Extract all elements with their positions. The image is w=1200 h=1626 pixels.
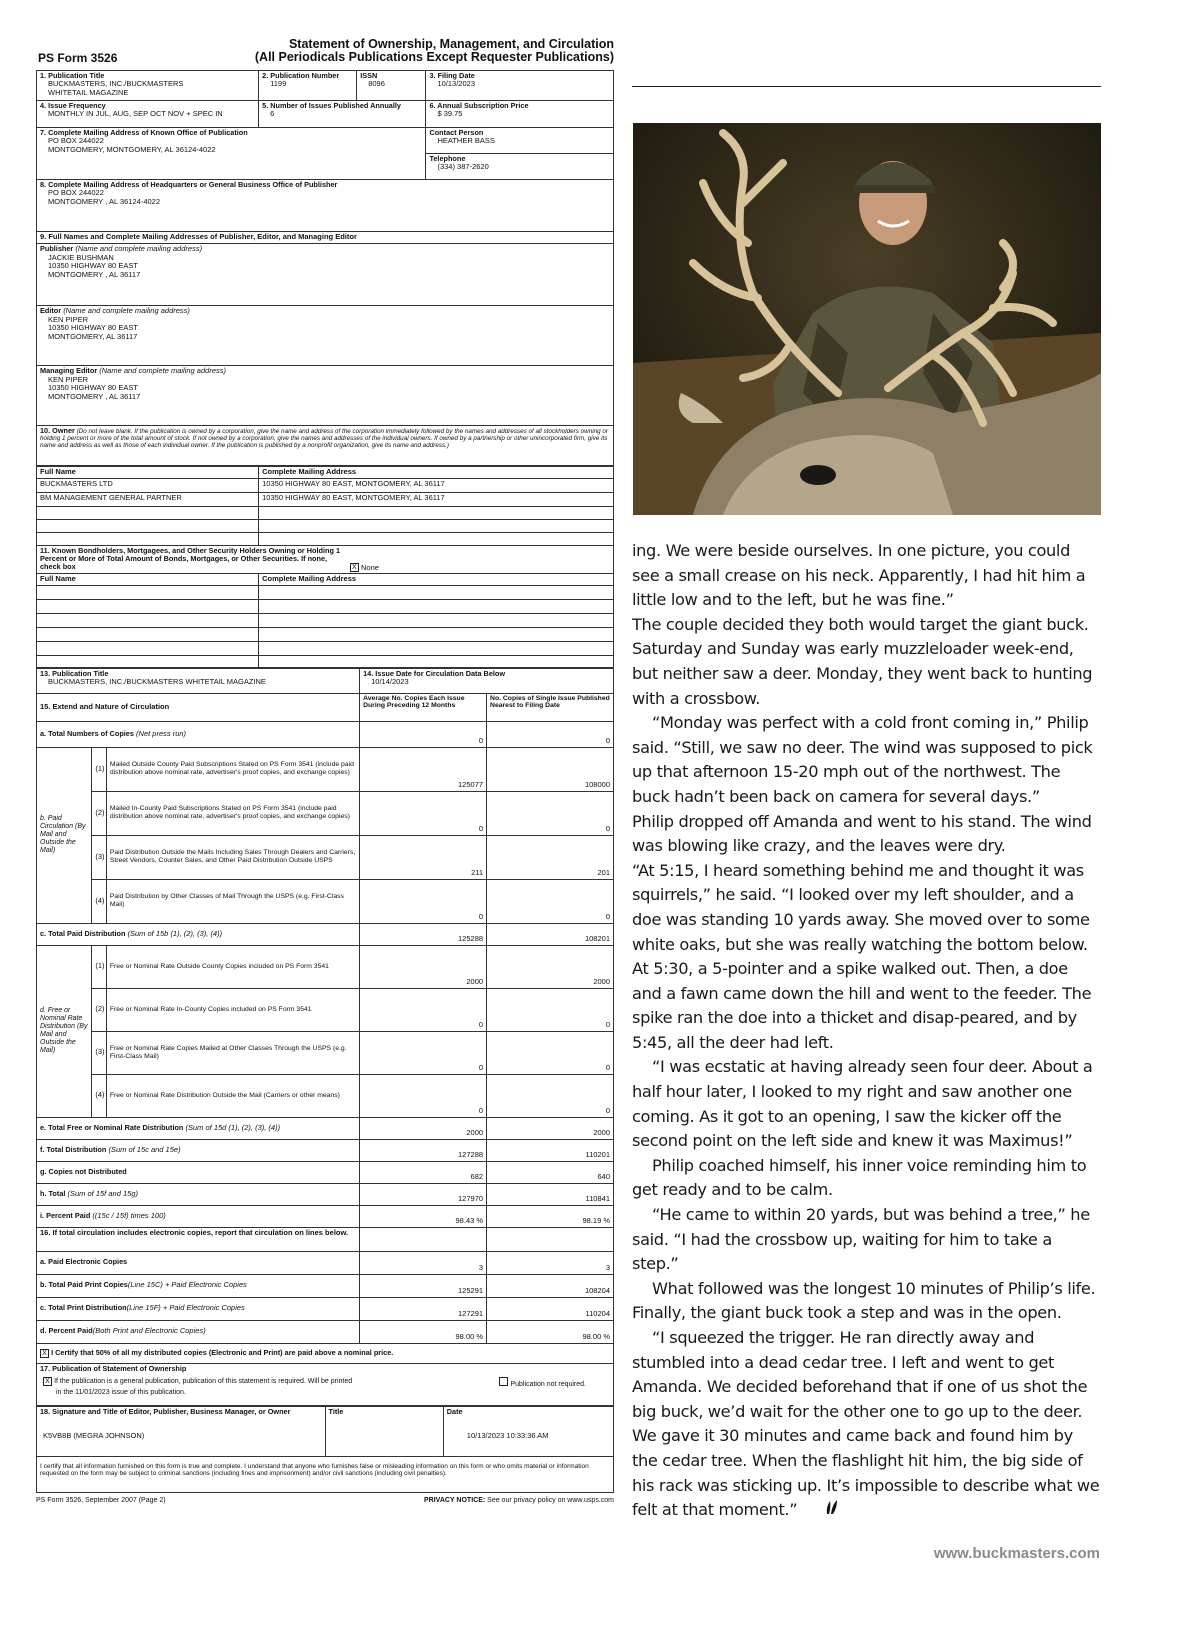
field-value: MONTGOMERY , AL 36124-4022 (48, 197, 160, 207)
field-value: WHITETAIL MAGAZINE (48, 88, 129, 98)
field-value: MONTGOMERY, MONTGOMERY, AL 36124-4022 (48, 145, 216, 155)
field-contact-person (426, 128, 614, 154)
article-body (632, 539, 1102, 1523)
row-b4-single: 0 (487, 879, 614, 923)
certify-50-text: I Certify that 50% of all my distributed copies (Electronic and Print) are paid above a nominal price. (51, 1347, 394, 1357)
row-d3-text: Free or Nominal Rate Copies Mailed at Other Classes Through the USPS (e.g. First-Class Mail) (106, 1031, 359, 1074)
field-filing-date (426, 71, 614, 101)
photo-illustration (633, 123, 1101, 515)
row-16c (37, 1297, 360, 1320)
group-b-label: b. Paid Circulation (By Mail and Outside the Mail) (37, 747, 92, 923)
field-issue-frequency (37, 101, 259, 128)
top-rule (632, 86, 1101, 87)
row-g-avg: 682 (360, 1161, 487, 1183)
row-note: (Net press run) (136, 728, 187, 738)
row-b4-avg: 0 (360, 879, 487, 923)
row-d2-avg: 0 (360, 988, 487, 1031)
row-label: f. Total Distribution (40, 1144, 107, 1154)
publish-text-2: in the 11/01/2023 issue of this publication. (56, 1389, 186, 1397)
privacy-text: See our privacy policy on www.usps.com (487, 1496, 614, 1504)
row-i-avg: 98.43 % (360, 1205, 487, 1227)
field-note: (Name and complete mailing address) (75, 244, 203, 253)
row-d4-text: Free or Nominal Rate Distribution Outside the Mail (Carriers or other means) (106, 1074, 359, 1117)
row-b1-text: Mailed Outside County Paid Subscriptions Stated on PS Form 3541 (include paid distribution above nominal rate, advertiser's proof copies, and exchange copies) (106, 747, 359, 791)
field-issue-date-14 (360, 668, 614, 693)
row-d4-avg: 0 (360, 1074, 487, 1117)
article-paragraph: Philip dropped off Amanda and went to his stand. The wind was blowing like crazy, and the leaves were dry. (632, 811, 1092, 856)
row-num: (3) (92, 1031, 106, 1074)
article-paragraph: “He came to within 20 yards, but was behind a tree,” he said. “I had the crossbow up, waiting for him to take a step.” (632, 1205, 1090, 1274)
field-managing-editor (37, 366, 614, 426)
field-label: Publisher (40, 244, 74, 253)
field-label: 1. Publication Title (40, 71, 105, 80)
row-label: a. Paid Electronic Copies (40, 1257, 128, 1267)
field-issn (357, 71, 426, 101)
form-header (36, 36, 614, 70)
row-h-single: 110841 (487, 1183, 614, 1205)
field-value: 10/13/2023 (437, 79, 475, 89)
field-extent-label: 15. Extend and Nature of Circulation (37, 693, 360, 721)
certify-checkbox[interactable]: X (40, 1349, 49, 1358)
row-d1-avg: 2000 (360, 945, 487, 988)
field-value: BUCKMASTERS, INC./BUCKMASTERS WHITETAIL MAGAZINE (48, 677, 266, 687)
field-value: MONTGOMERY , AL 36117 (48, 269, 141, 279)
owner-address: 10350 HIGHWAY 80 EAST, MONTGOMERY, AL 36117 (259, 478, 614, 492)
form-title-line-2: (All Periodicals Publications Except Requester Publications) (254, 50, 614, 65)
field-value: MONTGOMERY , AL 36117 (48, 391, 141, 401)
row-a-single: 0 (487, 721, 614, 747)
row-label: d. Percent Paid (40, 1326, 93, 1336)
row-note: (Sum of 15b (1), (2), (3), (4)) (127, 928, 223, 938)
field-label: 10. Owner (40, 426, 75, 435)
row-16a (37, 1251, 360, 1274)
field-label: 7. Complete Mailing Address of Known Office of Publication (40, 128, 248, 137)
row-g-single: 640 (487, 1161, 614, 1183)
field-label: 6. Annual Subscription Price (429, 101, 529, 110)
row-label: e. Total Free or Nominal Rate Distribution (40, 1122, 184, 1132)
ps-form-3526 (36, 36, 614, 1596)
field-value: 10350 HIGHWAY 80 EAST (48, 383, 138, 393)
row-num: (4) (92, 879, 106, 923)
owner-name: BM MANAGEMENT GENERAL PARTNER (37, 492, 259, 506)
field-title (325, 1406, 443, 1456)
row-note: (Sum of 15f and 15g) (67, 1188, 138, 1198)
field-label: 18. Signature and Title of Editor, Publisher, Business Manager, or Owner (40, 1406, 291, 1416)
field-label: 5. Number of Issues Published Annually (262, 101, 401, 110)
row-f (37, 1139, 360, 1161)
field-label: 13. Publication Title (40, 668, 109, 678)
field-value: KEN PIPER (48, 314, 89, 324)
row-b3-single: 201 (487, 835, 614, 879)
row-num: (2) (92, 791, 106, 835)
row-e-single: 2000 (487, 1117, 614, 1139)
field-value: 10350 HIGHWAY 80 EAST (48, 261, 138, 271)
group-d-label: d. Free or Nominal Rate Distribution (By Mail and Outside the Mail) (37, 945, 92, 1117)
field-label: Telephone (429, 154, 466, 163)
row-d1-text: Free or Nominal Rate Outside County Copies included on PS Form 3541 (106, 945, 359, 988)
row-label: h. Total (40, 1188, 66, 1198)
field-names-addresses-label: 9. Full Names and Complete Mailing Addresses of Publisher, Editor, and Managing Editor (37, 232, 614, 244)
row-d2-single: 0 (487, 988, 614, 1031)
field-value: PO BOX 244022 (48, 188, 104, 198)
row-b2-single: 0 (487, 791, 614, 835)
owner-name: BUCKMASTERS LTD (37, 478, 259, 492)
col-full-name: Full Name (37, 467, 259, 479)
field-value: 1199 (270, 79, 287, 89)
field-value: 10/14/2023 (371, 677, 409, 687)
field-electronic-label: 16. If total circulation includes electronic copies, report that circulation on lines below. (37, 1227, 360, 1251)
row-label: b. Total Paid Print Copies (40, 1280, 128, 1290)
article-paragraph: What followed was the longest 10 minutes of Philip’s life. Finally, the giant buck took a step and was in the open. (632, 1278, 1096, 1323)
row-16b-avg: 125291 (360, 1274, 487, 1297)
row-i-single: 98.19 % (487, 1205, 614, 1227)
field-editor (37, 306, 614, 366)
col-address: Complete Mailing Address (259, 574, 614, 586)
field-subscription-price (426, 101, 614, 128)
field-value: 10350 HIGHWAY 80 EAST (48, 323, 138, 333)
row-b1-avg: 125077 (360, 747, 487, 791)
field-signature (37, 1406, 326, 1456)
field-date (443, 1406, 613, 1456)
field-label: Date (446, 1406, 463, 1416)
field-note: (Do not leave blank. If the publication is owned by a corporation, give the name and address of the corporation immediately followed by the names and addresses of all stockholders owning or holding 1 percent or more of the total amount of stock. If not owned by a corporation, give the names and addresses of the individual owners. If owned by a partnership or other unincorporated firm, give its name and address as well as those of each individual owner. If the publication is published by a nonprofit organization, give its name and address.) (40, 428, 608, 449)
signature-table (36, 1406, 614, 1493)
sign-date: 10/13/2023 10:33:36 AM (466, 1431, 549, 1441)
row-16d-single: 98.00 % (487, 1320, 614, 1343)
row-16a-single: 3 (487, 1251, 614, 1274)
row-e (37, 1117, 360, 1139)
field-publication-number (259, 71, 357, 101)
col-full-name: Full Name (37, 574, 259, 586)
not-required-checkbox[interactable] (499, 1377, 508, 1386)
row-16c-single: 110204 (487, 1297, 614, 1320)
row-d2-text: Free or Nominal Rate In-County Copies included on PS Form 3541 (106, 988, 359, 1031)
field-label: Editor (40, 306, 62, 315)
row-note: (Sum of 15c and 15e) (108, 1144, 181, 1154)
row-16a-avg: 3 (360, 1251, 487, 1274)
website-url[interactable]: www.buckmasters.com (933, 1545, 1100, 1562)
field-label: ISSN (360, 71, 378, 80)
field-value: BUCKMASTERS, INC./BUCKMASTERS (48, 79, 184, 89)
col-single: No. Copies of Single Issue Published Nearest to Filing Date (487, 693, 614, 721)
field-value: KEN PIPER (48, 374, 89, 384)
row-a-avg: 0 (360, 721, 487, 747)
row-num: (4) (92, 1074, 106, 1117)
form-footer-left: PS Form 3526, September 2007 (Page 2) (36, 1496, 166, 1504)
row-label: c. Total Paid Distribution (40, 928, 126, 938)
row-label: a. Total Numbers of Copies (40, 728, 134, 738)
article-paragraph: “I squeezed the trigger. He ran directly away and stumbled into a dead cedar tree. I left and went to get Amanda. We decided beforehand that if one of us shot the big buck, we’d wait for the other one to go up to the deer. We gave it 30 minutes and came back and found him by the cedar tree. When the flashlight hit him, the big side of his rack was sticking up. It’s impossible to describe what we felt at that moment.” (632, 1326, 1102, 1523)
row-f-avg: 127288 (360, 1139, 487, 1161)
row-num: (1) (92, 945, 106, 988)
row-c-avg: 125288 (360, 923, 487, 945)
field-publication-title (37, 71, 259, 101)
field-label: 11. Known Bondholders, Mortgagees, and Other Security Holders Owning or Holding 1 Percent or More of Total Amount of Bonds, Mortgages, or Other Securities. If none, check box (40, 545, 341, 572)
field-label: 8. Complete Mailing Address of Headquarters or General Business Office of Publisher (40, 180, 338, 189)
row-i (37, 1205, 360, 1227)
hunter-with-buck-photo (633, 123, 1101, 515)
not-required-label: Publication not required. (510, 1381, 586, 1389)
field-label: Title (328, 1406, 344, 1416)
row-h-avg: 127970 (360, 1183, 487, 1205)
row-note: (Sum of 15d (1), (2), (3), (4)) (185, 1122, 281, 1132)
row-note: (Line 15F) + Paid Electronic Copies (126, 1303, 245, 1313)
article-paragraph: Philip coached himself, his inner voice reminding him to get ready and to be calm. (632, 1155, 1087, 1200)
row-b3-text: Paid Distribution Outside the Mails Including Sales Through Dealers and Carriers, Street Vendors, Counter Sales, and Other Paid Distribution Outside USPS (106, 835, 359, 879)
field-value: 6 (270, 109, 275, 119)
form-title (255, 38, 614, 64)
row-16d (37, 1320, 360, 1343)
field-value: $ 39.75 (437, 109, 463, 119)
privacy-label: PRIVACY NOTICE: (424, 1496, 486, 1504)
row-16c-avg: 127291 (360, 1297, 487, 1320)
row-c (37, 923, 360, 945)
publish-checkbox[interactable]: X (43, 1377, 52, 1386)
article-paragraph: The couple decided they both would target the giant buck. Saturday and Sunday was early muzzleloader week-end, but neither saw a deer. Monday, they went back to hunting with a crossbow. (632, 614, 1093, 708)
row-f-single: 110201 (487, 1139, 614, 1161)
row-b2-text: Mailed In-County Paid Subscriptions Stated on PS Form 3541 (include paid distribution above nominal rate, advertiser's proof copies, and exchange copies) (106, 791, 359, 835)
field-issues-annually (259, 101, 426, 128)
row-d3-avg: 0 (360, 1031, 487, 1074)
row-g (37, 1161, 360, 1183)
field-statement-publication (37, 1363, 614, 1405)
row-note: (Both Print and Electronic Copies) (92, 1326, 206, 1336)
owners-table (36, 466, 614, 668)
col-address: Complete Mailing Address (259, 467, 614, 479)
field-label: Contact Person (429, 128, 484, 137)
row-b1-single: 108000 (487, 747, 614, 791)
row-b3-avg: 211 (360, 835, 487, 879)
field-label: 4. Issue Frequency (40, 101, 106, 110)
row-note: (Line 15C) + Paid Electronic Copies (127, 1280, 247, 1290)
field-label: 3. Filing Date (429, 71, 475, 80)
row-b2-avg: 0 (360, 791, 487, 835)
row-b4-text: Paid Distribution by Other Classes of Mail Through the USPS (e.g. First-Class Mail) (106, 879, 359, 923)
signer-name: K5VB8B (MEGRA JOHNSON) (43, 1431, 145, 1441)
row-16d-avg: 98.00 % (360, 1320, 487, 1343)
form-id: PS Form 3526 (38, 51, 118, 65)
row-h (37, 1183, 360, 1205)
row-d1-single: 2000 (487, 945, 614, 988)
row-label: i. Percent Paid (40, 1210, 91, 1220)
row-16b-single: 108204 (487, 1274, 614, 1297)
field-office-address (37, 128, 426, 180)
row-note: ((15c / 15f) times 100) (92, 1210, 166, 1220)
owner-address: 10350 HIGHWAY 80 EAST, MONTGOMERY, AL 36117 (259, 492, 614, 506)
field-value: MONTHLY IN JUL, AUG, SEP OCT NOV + SPEC IN (48, 109, 223, 119)
certify-statement: I certify that all information furnished on this form is true and complete. I understand that anyone who furnishes false or misleading information on this form or who omits material or information requested on the form may be subject to criminal sanctions (including fines and imprisonment) and/or civil sanctions (including civil penalties). (37, 1456, 614, 1492)
field-note: (Name and complete mailing address) (99, 366, 226, 375)
row-num: (3) (92, 835, 106, 879)
field-bondholders (37, 545, 614, 573)
col-average: Average No. Copies Each Issue During Preceding 12 Months (360, 693, 487, 721)
row-c-single: 108201 (487, 923, 614, 945)
circulation-table (36, 668, 614, 1406)
field-owner (37, 426, 614, 466)
row-certify-50 (37, 1343, 614, 1363)
field-label: 2. Publication Number (262, 71, 340, 80)
field-telephone (426, 154, 614, 180)
field-value: JACKIE BUSHMAN (48, 252, 114, 262)
field-label: 17. Publication of Statement of Ownership (40, 1363, 187, 1373)
field-value: PO BOX 244022 (48, 136, 104, 146)
row-num: (1) (92, 747, 106, 791)
article-paragraph: “I was ecstatic at having already seen four deer. About a half hour later, I looked to my right and saw another one coming. As it got to an opening, I saw the kicker off the second point on the left side and knew it was Maximus!” (632, 1057, 1093, 1151)
row-d3-single: 0 (487, 1031, 614, 1074)
row-d4-single: 0 (487, 1074, 614, 1117)
form-footer (36, 1497, 614, 1505)
buckmasters-logo-icon (805, 1498, 839, 1523)
none-checkbox[interactable]: X (350, 563, 359, 572)
field-label: 14. Issue Date for Circulation Data Below (363, 668, 506, 678)
row-e-avg: 2000 (360, 1117, 487, 1139)
field-headquarters-address (37, 180, 614, 232)
row-label: g. Copies not Distributed (40, 1166, 127, 1176)
privacy-notice (424, 1497, 614, 1505)
row-label: c. Total Print Distribution (40, 1303, 127, 1313)
row-num: (2) (92, 988, 106, 1031)
field-value: (334) 387-2620 (437, 162, 489, 172)
form-fields-top (36, 70, 614, 466)
field-pub-title-13 (37, 668, 360, 693)
publish-text: If the publication is a general publication, publication of this statement is required. Will be printed (54, 1378, 353, 1386)
field-value: HEATHER BASS (437, 136, 495, 146)
form-title-line-1: Statement of Ownership, Management, and Circulation (288, 37, 614, 51)
field-publisher (37, 244, 614, 306)
field-value: 8096 (368, 79, 385, 89)
article-paragraph: ing. We were beside ourselves. In one picture, you could see a small crease on his neck. Apparently, I had hit him a little low and to the left, but he was fine.” (632, 541, 1086, 610)
field-note: (Name and complete mailing address) (63, 306, 190, 315)
row-a (37, 721, 360, 747)
field-label: Managing Editor (40, 366, 98, 375)
row-16b (37, 1274, 360, 1297)
article-paragraph: “At 5:15, I heard something behind me and thought it was squirrels,” he said. “I looked over my left shoulder, and a doe was standing 10 yards away. She moved over to some white oaks, but she was really watching the bottom below. At 5:30, a 5-pointer and a spike walked out. Then, a doe and a fawn came down the hill and went to the feeder. The spike ran the doe into a thicket and disap-peared, and by 5:45, all the deer had left. (632, 860, 1092, 1052)
none-label: None (360, 562, 379, 572)
field-value: MONTGOMERY, AL 36117 (48, 331, 138, 341)
article-paragraph: “Monday was perfect with a cold front coming in,” Philip said. “Still, we saw no deer. The wind was supposed to pick up that afternoon 15-20 mph out of the northwest. The buck hadn’t been back on camera for several days.” (632, 713, 1093, 806)
